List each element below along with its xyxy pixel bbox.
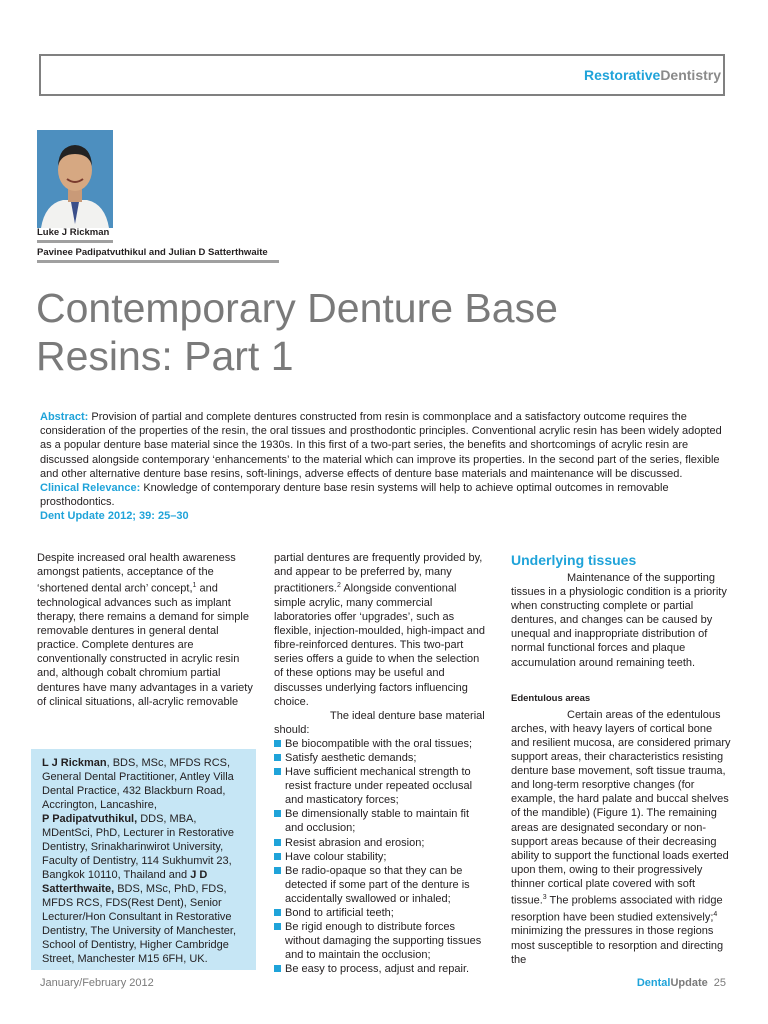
coauthors: Pavinee Padipatvuthikul and Julian D Satterthwaite (37, 247, 268, 258)
issue-date: January/February 2012 (40, 977, 154, 989)
bullet-icon (274, 768, 281, 775)
list-item: Have sufficient mechanical strength to resist fracture under repeated occlusal and masticatory forces; (274, 765, 488, 807)
bullet-icon (274, 965, 281, 972)
list-item: Be easy to process, adjust and repair. (274, 962, 488, 976)
section-label: RestorativeDentistry (584, 67, 721, 83)
author-affiliations-box: L J Rickman, BDS, MSc, MFDS RCS, General Dental Practitioner, Antley Villa Dental Practice, 432 Blackburn Road, Accrington, Lancashire, P Padipatvuthikul, DDS, MBA, MDentSci, PhD, Lecturer in Restorative Dentistry, Srinakharinwirot University, Faculty of Dentistry, 114 Sukhumvit 23, Bangkok 10110, Thailand and J D Satterthwaite, BDS, MSc, PhD, FDS, MFDS RCS, FDS(Rest Dent), Senior Lecturer/Hon Consultant in Restorative Dentistry, The University of Manchester, School of Dentistry, Higher Cambridge Street, Manchester M15 6FH, UK. (31, 749, 256, 970)
subsection-heading: Edentulous areas (511, 692, 591, 704)
list-item: Satisfy aesthetic demands; (274, 751, 488, 765)
article-title: Contemporary Denture Base Resins: Part 1 (36, 285, 558, 379)
citation: Dent Update 2012; 39: 25–30 (40, 510, 189, 523)
list-item: Resist abrasion and erosion; (274, 836, 488, 850)
list-item: Be rigid enough to distribute forces without damaging the supporting tissues and to maintain the occlusion; (274, 920, 488, 962)
column-1: Despite increased oral health awareness amongst patients, acceptance of the ‘shortened dental arch’ concept,$^1$ and technological advances such as implant therapy, there remains a demand for simple removable dentures in general dental practice. Complete dentures are conventionally constructed in acrylic resin and, although cobalt chromium partial dentures have many advantages in a variety of clinical situations, all-acrylic removable (37, 552, 253, 708)
coauthor-rule (37, 260, 279, 263)
author-name: Luke J Rickman (37, 227, 110, 238)
section-header-box (39, 54, 725, 96)
bullet-icon (274, 740, 281, 747)
column-3: Underlying tissues Maintenance of the supporting tissues in a physiologic condition is a priority when constructing complete or partial dentures, and changes can be caused by unequal and inappropriate distribution of normal functional forces and plaque accumulation around remaining teeth. Edentulous areas Certain areas of the edentulous arches, with heavy layers of cortical bone and resilient mucosa, are considered primary support areas, their characteristics resisting denture base movement, soft tissue trauma, and long-term resorptive changes (for example, the hard palate and buccal shelves of the mandible) (Figure 1). The remaining areas are designated secondary or non-support areas because of their decreasing ability to support the functional loads exerted upon them, owing to their progressively thinner cortical plate covered with soft tissue.$^3$ The problems associated with ridge resorption have been studied extensively;$^4$ minimizing the pressures in those regions most susceptible to resorption and directing the (511, 552, 731, 966)
abstract: Abstract: Provision of partial and complete dentures constructed from resin is commonplace and a satisfactory outcome requires the consideration of the properties of the resin, the oral tissues and prosthodontic principles. Conventional acrylic resin has been widely adopted as a popular denture base material since the 1930s. In this first of a two-part series, the benefits and shortcomings of acrylic resin are discussed alongside contemporary ‘enhancements’ to the material which can improve its properties. In the second part of the series, flexible and other alternative denture base resins, soft-linings, adverse effects of denture base materials and maintenance will be discussed. Clinical Relevance: Knowledge of contemporary denture base resin systems will help to achieve optimal outcomes in removable prosthodontics. Dent Update 2012; 39: 25–30 (40, 411, 722, 523)
bullet-icon (274, 853, 281, 860)
bullet-icon (274, 810, 281, 817)
author-rule (37, 240, 113, 243)
page-number: 25 (713, 977, 726, 989)
list-item: Be dimensionally stable to maintain fit and occlusion; (274, 807, 488, 835)
list-item: Have colour stability; (274, 850, 488, 864)
bullet-icon (274, 923, 281, 930)
section-heading: Underlying tissues (511, 552, 637, 568)
bullet-icon (274, 754, 281, 761)
author-photo (37, 130, 113, 228)
bullet-icon (274, 867, 281, 874)
journal-footer: DentalUpdate 25 (636, 977, 726, 989)
bullet-icon (274, 909, 281, 916)
bullet-icon (274, 839, 281, 846)
list-item: Be biocompatible with the oral tissues; (274, 737, 488, 751)
list-item: Bond to artificial teeth; (274, 906, 488, 920)
list-item: Be radio-opaque so that they can be detected if some part of the denture is accidentally swallowed or inhaled; (274, 864, 488, 906)
column-2: partial dentures are frequently provided by, and appear to be preferred by, many practitioners.$^2$ Alongside conventional simple acrylic, many commercial laboratories offer ‘upgrades’, such as flexible, injection-moulded, high-impact and fibre-reinforced dentures. This two-part series offers a guide to when the selection of these options may be useful and discusses underlying factors influencing choice. The ideal denture base material should: Be biocompatible with the oral tissues; Satisfy aesthetic demands; Have sufficient mechanical strength to resist fracture under repeated occlusal and masticatory forces; Be dimensionally stable to maintain fit and occlusion; Resist abrasion and erosion; Have colour stability; Be radio-opaque so that they can be detected if some part of the denture is accidentally swallowed or inhaled; Bond to artificial teeth; Be rigid enough to distribute forces without damaging the supporting tissues and to maintain the occlusion; Be easy to process, adjust and repair. (274, 551, 488, 976)
